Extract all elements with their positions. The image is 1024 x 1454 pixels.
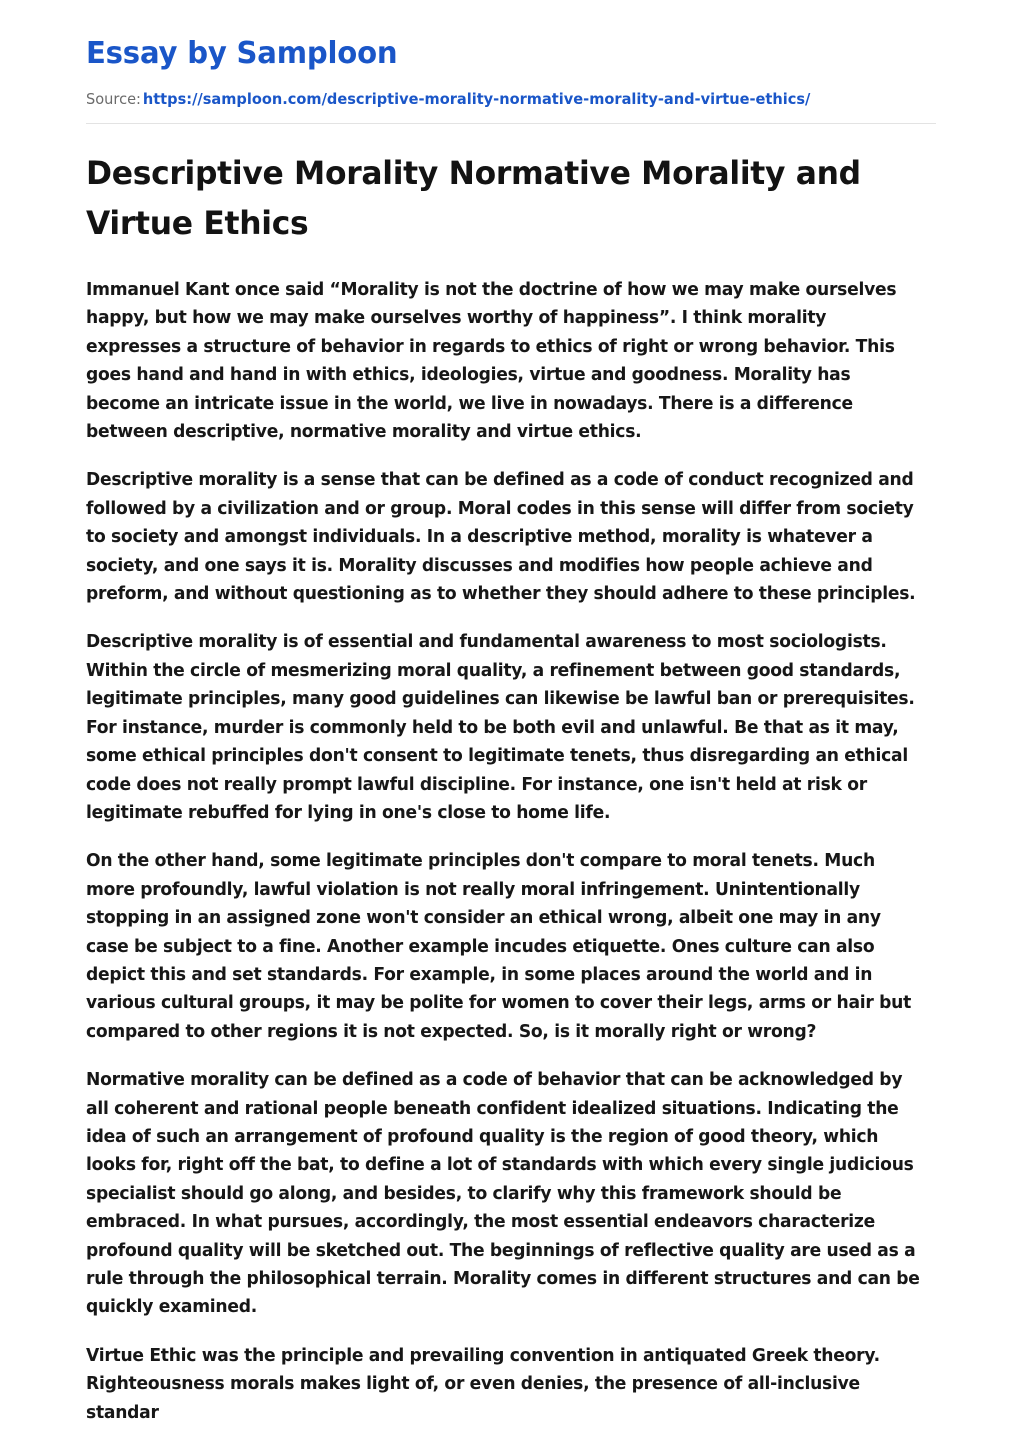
header-divider	[86, 123, 936, 124]
paragraph: On the other hand, some legitimate principles don't compare to moral tenets. Much more profoundly, lawful violation is not really moral infringement. Unintentionally stopping in an assigned zone won't consider an ethical wrong, albeit one may in any case be subject to a fine. Another example incudes etiquette. Ones culture can also depict this and set standards. For example, in some places around the world and in various cultural groups, it may be polite for women to cover their legs, arms or hair but compared to other regions it is not expected. So, is it morally right or wrong?	[86, 851, 912, 1042]
paragraph: Normative morality can be defined as a code of behavior that can be acknowledged by all coherent and rational people beneath confident idealized situations. Indicating the idea of such an arrangement of profound quality is the region of good theory, which looks for, right off the bat, to define a lot of standards with which every single judicious specialist should go along, and besides, to clarify why this framework should be embraced. In what pursues, accordingly, the most essential endeavors characterize profound quality will be sketched out. The beginnings of reflective quality are used as a rule through the philosophical terrain. Morality comes in different structures and can be quickly examined.	[86, 1070, 920, 1318]
source-label: Source:	[86, 90, 141, 108]
paragraph: Descriptive morality is a sense that can be defined as a code of conduct recognized and followed by a civilization and or group. Moral codes in this sense will differ from society to society and amongst individuals. In a descriptive method, morality is whatever a society, and one says it is. Morality discusses and modifies how people achieve and preform, and without questioning as to whether they should adhere to these principles.	[86, 470, 916, 605]
paragraph: Immanuel Kant once said “Morality is not the doctrine of how we may make ourselves happy, but how we may make ourselves worthy of happiness”. I think morality expresses a structure of behavior in regards to ethics of right or wrong behavior. This goes hand and hand in with ethics, ideologies, virtue and goodness. Morality has become an intricate issue in the world, we live in nowadays. There is a difference between descriptive, normative morality and virtue ethics.	[86, 280, 897, 443]
paragraph: Descriptive morality is of essential and fundamental awareness to most sociologists. Within the circle of mesmerizing moral quality, a refinement between good standards, legitimate principles, many good guidelines can likewise be lawful ban or prerequisites. For instance, murder is commonly held to be both evil and unlawful. Be that as it may, some ethical principles don't consent to legitimate tenets, thus disregarding an ethical code does not really prompt lawful discipline. For instance, one isn't held at risk or legitimate rebuffed for lying in one's close to home life.	[86, 632, 915, 823]
essay-content	[0, 148, 1024, 1427]
brand-title: Essay by Samploon	[86, 36, 398, 71]
essay-body	[86, 276, 936, 1427]
page-header	[0, 0, 1024, 110]
source-row	[86, 88, 885, 110]
source-url-link[interactable]: https://samploon.com/descriptive-morality-normative-morality-and-virtue-ethics/	[142, 90, 811, 108]
page-title: Descriptive Morality Normative Morality and Virtue Ethics	[86, 154, 861, 242]
paragraph: Virtue Ethic was the principle and prevailing convention in antiquated Greek theory. Righteousness morals makes light of, or even denies, the presence of all-inclusive standar	[86, 1345, 880, 1423]
